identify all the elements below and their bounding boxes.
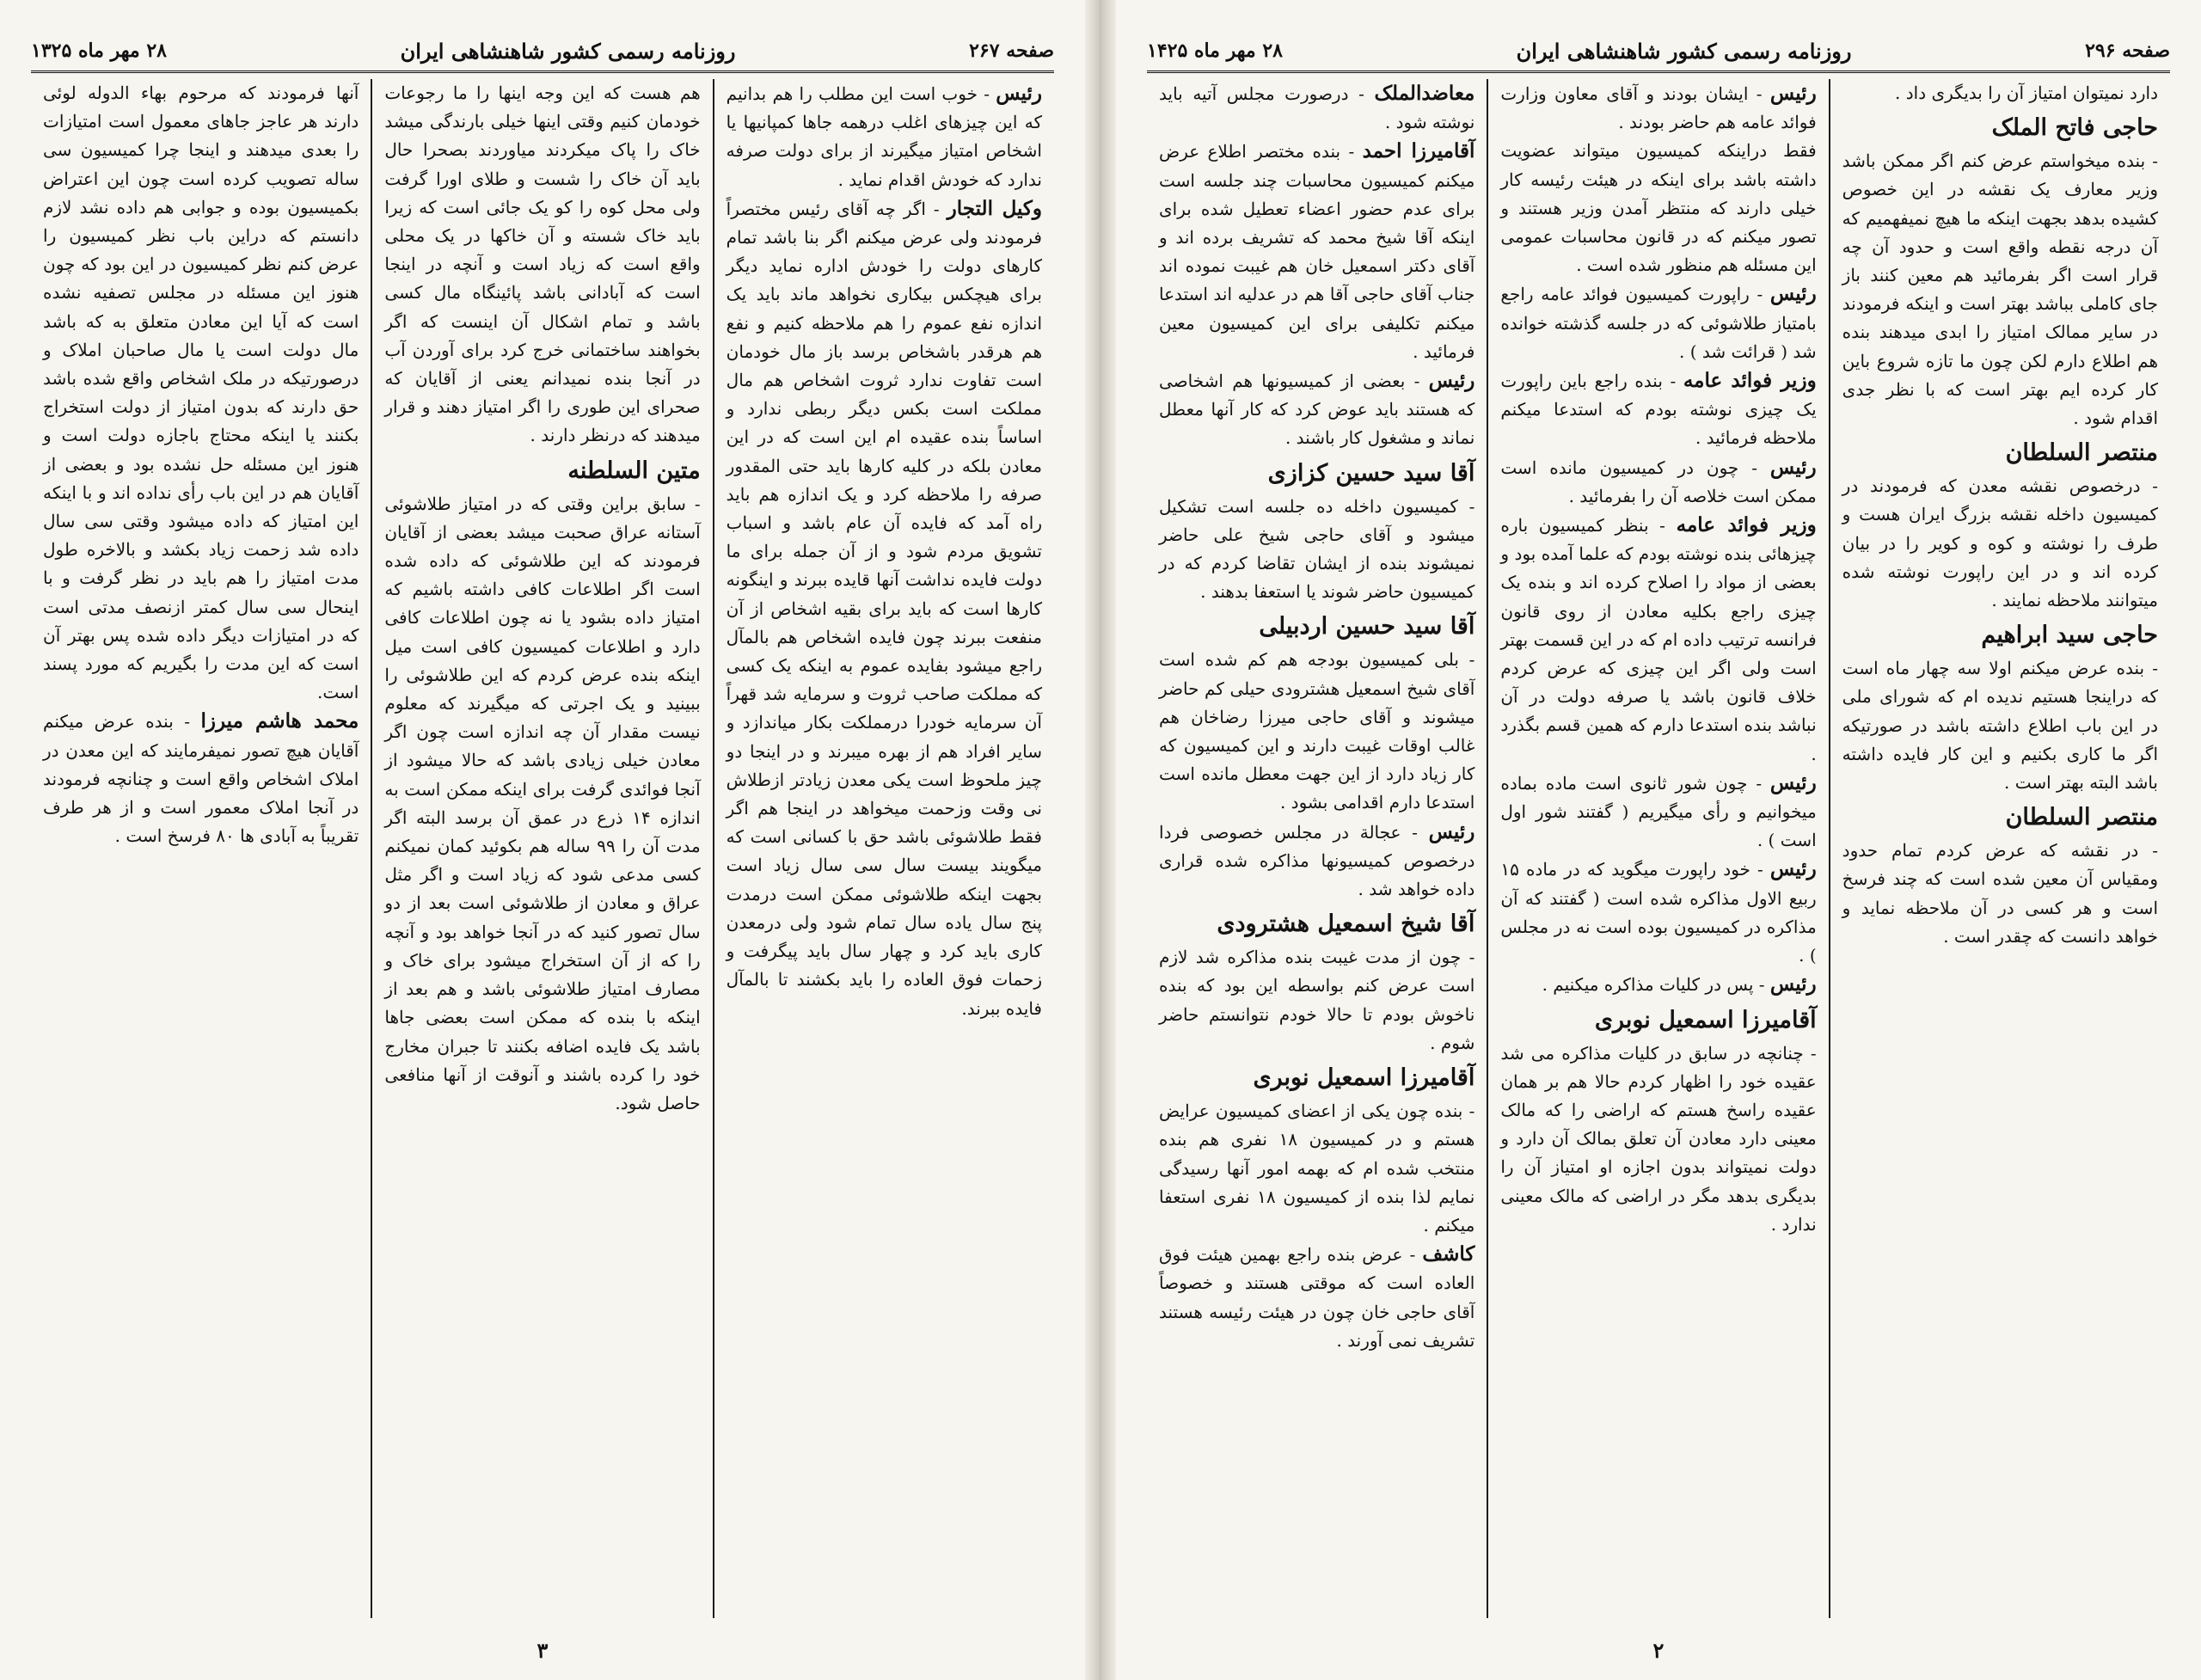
paragraph-text: - خود راپورت میگوید که در ماده ۱۵ ربیع الاول مذاکره شده است ( گفتند که آن مذاکره در کمیسیون بوده است نه در مجلس ) . bbox=[1500, 859, 1817, 966]
paragraph bbox=[1500, 769, 1816, 855]
left-page-date: ۲۸ مهر ماه ۱۳۲۵ bbox=[31, 40, 167, 62]
paragraph bbox=[384, 79, 700, 451]
paragraph bbox=[1159, 646, 1474, 817]
right-page-columns bbox=[1147, 79, 2170, 1618]
paragraph-text: - بنظر کمیسیون باره چیزهائی بنده نوشته بودم که علما آمده بود و بعضی از مواد را اصلاح کرده اند و بنده یک چیزی راجع بکلیه معادن از روی قانون فرانسه ترتیب داده ام که در این قسمت بهتر است ولی اگر این چیزی که عرض کردم خلاف قانون باشد یا صرفه دولت در آن نباشد بنده استدعا دارم که همین قسم بگذرد . bbox=[1500, 515, 1817, 764]
left-page-columns bbox=[31, 79, 1054, 1618]
text-column bbox=[714, 79, 1054, 1618]
paragraph-text: - چون از مدت غیبت بنده مذاکره شد لازم است عرض کنم بواسطه این بود که بنده ناخوش بودم تا حالا خودم نتوانستم حاضر شوم . bbox=[1159, 947, 1475, 1053]
left-page-number: ۳ bbox=[536, 1638, 549, 1663]
right-page-number: ۲ bbox=[1652, 1638, 1665, 1663]
speaker-name: وزیر فوائد عامه bbox=[1683, 369, 1817, 393]
paragraph-text: - بنده میخواستم عرض کنم اگر ممکن باشد وزیر معارف یک نقشه در این خصوص کشیده بدهد بجهت اینکه ما هیچ نمیفهمیم که آن درجه نقطه واقع است و حدود آن چه قرار است اگر بفرمائید هم معین کنند باز جای کاملی بباشد بهتر است و اینکه فرمودند در سایر ممالک امتیاز را ابدی میدهند بنده هم اطلاع دارم لکن چون ما تازه شروع باین کار کرده ایم بهتر است که با نظر جدی اقدام شود . bbox=[1842, 150, 2158, 429]
paragraph bbox=[1500, 511, 1816, 769]
paragraph bbox=[1159, 1097, 1474, 1240]
paragraph-text: دارد نمیتوان امتیاز آن را بدیگری داد . bbox=[1895, 83, 2158, 103]
paragraph-text: - درخصوص نقشه معدن که فرمودند در کمیسیون داخله نقشه بزرگ ایران هست و طرف را نوشته و کوه و کویر را در بیان کرده اند و در این راپورت نوشته شده میتوانند ملاحظه نمایند . bbox=[1842, 475, 2158, 611]
paragraph-text: - سابق براین وقتی که در امتیاز طلاشوئی آستانه عراق صحبت میشد بعضی از آقایان فرمودند که این طلاشوئی که داده شده است اگر اطلاعات کافی داشته باشیم که امتیاز داده بشود یا نه چون اطلاعات کافی دارد و اطلاعات کمیسیون کافی است میل اینکه بنده عرض کردم که این طلاشوئی را ببینید و یک اجرتی که میگیرند که معلوم نیست مقدار آن چه اندازه است چون اگر معادن خیلی زیادی باشد که حالا میشود از آنجا فوائدی گرفت برای اینکه ممکن است به اندازه ۱۴ ذرع در عمق آن برسد البته اگر مدت آن را ۹۹ ساله هم بکوئید کمان نمیکنم کسی مدعی شود که زیاد است و اگر مثل عراق و معادن از طلاشوئی است بعد از دو سال تصور کنید که در آنجا خواهد بود و آنچه را که از آن استخراج میشود برای خاک و مصارف امتیاز طلاشوئی باشد و هم بعد از اینکه با بنده که ممکن است بعضی جاها باشد یک فایده اضافه بکنند تا جبران مخارج خود را کرده باشند و آنوقت از آنها منافعی حاصل شود. bbox=[384, 493, 701, 1113]
left-page-header bbox=[31, 31, 1054, 73]
paragraph bbox=[1159, 79, 1474, 137]
speaker-heading: حاجی فاتح الملک bbox=[1991, 114, 2158, 142]
left-page bbox=[0, 0, 1085, 1680]
paragraph bbox=[1500, 1039, 1816, 1239]
paragraph-text: - بعضی از کمیسیونها هم اشخاصی که هستند باید عوض کرد که کار آنها معطل نماند و مشغول کار باشند . bbox=[1159, 371, 1475, 449]
speaker-heading: متین السلطنه bbox=[567, 457, 701, 484]
paragraph-text: - بنده عرض میکنم اولا سه چهار ماه است که دراینجا هستیم ندیده ام که شورای ملی در این باب اطلاع داشته باشد در صورتیکه اگر ما کاری بکنیم و این کار فایده داشته باشد البته بهتر است . bbox=[1842, 658, 2158, 794]
paragraph bbox=[1159, 818, 1474, 904]
paragraph bbox=[1500, 855, 1816, 970]
paragraph bbox=[1842, 837, 2158, 951]
paragraph bbox=[1500, 137, 1816, 279]
paragraph bbox=[1842, 147, 2158, 432]
paragraph-text: - پس در کلیات مذاکره میکنیم . bbox=[1542, 974, 1765, 996]
speaker-heading: منتصر السلطان bbox=[2005, 439, 2158, 467]
paragraph-text: - خوب است این مطلب را هم بدانیم که این چیزهای اغلب درهمه جاها کمپانیها یا اشخاص امتیاز میگیرند از برای دولت صرفه ندارد که خودش اقدام نماید . bbox=[726, 83, 1042, 190]
right-page-label: صفحه ۲۹۶ bbox=[2085, 40, 2170, 62]
paragraph bbox=[1842, 472, 2158, 615]
speaker-name: آقامیرزا احمد bbox=[1362, 139, 1475, 163]
paragraph bbox=[1500, 279, 1816, 366]
paragraph bbox=[1159, 366, 1474, 453]
speaker-name: رئیس bbox=[1428, 369, 1475, 393]
text-column bbox=[372, 79, 714, 1618]
paragraph bbox=[1159, 1240, 1474, 1355]
speaker-name: وزیر فوائد عامه bbox=[1676, 513, 1817, 537]
speaker-heading: آقا سید حسین اردبیلی bbox=[1259, 613, 1475, 641]
speaker-heading: حاجی سید ابراهیم bbox=[1981, 622, 2158, 649]
paragraph-text: - بنده مختصر اطلاع عرض میکنم کمیسیون محاسبات چند جلسه است برای عدم حضور اعضاء تعطیل شده برای اینکه آقا شیخ محمد که تشریف برده اند و آقای دکتر اسمعیل خان هم غیبت نموده اند جناب آقای حاجی آقا هم در عدلیه اند استدعا میکنم تکلیفی برای این کمیسیون معین فرمائید . bbox=[1159, 141, 1475, 362]
paragraph bbox=[43, 707, 359, 850]
paragraph bbox=[1159, 493, 1474, 607]
paragraph-text: - چنانچه در سابق در کلیات مذاکره می شد عقیده خود را اظهار کردم حالا هم بر همان عقیده راسخ هستم که اراضی را که مالک معینی دارد معادن آن تعلق بمالک آن دارد و دولت نمیتواند بدون اجازه او امتیاز آن را بدیگری بدهد مگر در اراضی که مالک معینی ندارد . bbox=[1500, 1042, 1817, 1235]
paragraph bbox=[1500, 366, 1816, 453]
paragraph bbox=[1500, 453, 1816, 511]
paragraph-text: - چون شور ثانوی است ماده بماده میخوانیم و رأی میگیریم ( گفتند شور اول است ) . bbox=[1500, 772, 1817, 851]
speaker-name: رئیس bbox=[1769, 455, 1817, 479]
right-page bbox=[1116, 0, 2201, 1680]
speaker-name: رئیس bbox=[1769, 770, 1817, 794]
speaker-name: رئیس bbox=[1428, 819, 1475, 843]
right-newspaper-title: روزنامه رسمی کشور شاهنشاهی ایران bbox=[1516, 38, 1852, 64]
right-page-date: ۲۸ مهر ماه ۱۴۲۵ bbox=[1147, 40, 1283, 62]
paragraph-text: - درصورت مجلس آتیه باید نوشته شود . bbox=[1159, 83, 1475, 133]
paragraph bbox=[1842, 654, 2158, 797]
paragraph-text: - در نقشه که عرض کردم تمام حدود ومقیاس آن معین شده است که چند فرسخ است و هر کسی در آن ملاحظه نماید و خواهد دانست که چقدر است . bbox=[1842, 840, 2158, 947]
paragraph bbox=[1842, 79, 2158, 107]
paragraph-text: - عرض بنده راجع بهمین هیئت فوق العاده است که موقتی هستند و خصوصاً آقای حاجی خان چون در هیئت رئیسه هستند تشریف نمی آورند . bbox=[1159, 1244, 1475, 1351]
paragraph-text: - بنده راجع باین راپورت یک چیزی نوشته بودم که استدعا میکنم ملاحظه فرمائید . bbox=[1500, 371, 1817, 449]
paragraph-text: - ایشان بودند و آقای معاون وزارت فوائد عامه هم حاضر بودند . bbox=[1500, 83, 1817, 133]
speaker-name: رئیس bbox=[1769, 82, 1817, 105]
left-page-label: صفحه ۲۶۷ bbox=[969, 40, 1054, 62]
speaker-name: رئیس bbox=[1769, 857, 1817, 881]
speaker-heading: آقامیرزا اسمعیل نوبری bbox=[1253, 1064, 1475, 1092]
speaker-heading: آقامیرزا اسمعیل نوبری bbox=[1594, 1006, 1817, 1033]
paragraph-text: - بنده چون یکی از اعضای کمیسیون عرایض هستم و در کمیسیون ۱۸ نفری هم بنده منتخب شده ام که بهمه امور آنها رسیدگی نمایم لذا بنده از کمیسیون ۱۸ نفری استعفا میکنم . bbox=[1159, 1101, 1475, 1235]
speaker-heading: منتصر السلطان bbox=[2005, 804, 2158, 831]
speaker-name: رئیس bbox=[996, 82, 1042, 105]
paragraph bbox=[727, 79, 1042, 194]
left-newspaper-title: روزنامه رسمی کشور شاهنشاهی ایران bbox=[400, 38, 736, 64]
paragraph bbox=[1159, 137, 1474, 366]
paragraph bbox=[43, 79, 359, 707]
speaker-name: وکیل التجار bbox=[947, 196, 1042, 220]
paragraph-text: - چون در کمیسیون مانده است ممکن است خلاصه آن را بفرمائید . bbox=[1500, 457, 1817, 506]
text-column bbox=[1830, 79, 2170, 1618]
speaker-name: رئیس bbox=[1769, 972, 1817, 996]
paragraph-text: آنها فرمودند که مرحوم بهاء الدوله لوئی دارند هر عاجز جاهای معمول است امتیازات را بعدی میدهند و اینجا چرا کمیسیون سی ساله تصویب کرده است چون این اعتراض بکمیسیون بوده و جوابی هم داده نشد لازم دانستم که دراین باب نظر کمیسیون را عرض کنم نظر کمیسیون در این بود که چون هنوز این مسئله در مجلس تصفیه نشده است که آیا این معادن متعلق به که باشد مال دولت است یا مال صاحبان املاک و درصورتیکه در ملک اشخاص واقع شده باشد حق دارند که بدون امتیاز از دولت استخراج بکنند یا اینکه محتاج باجازه دولت است و هنوز این مسئله حل نشده بود و بعضی از آقایان هم در این باب رأی نداده اند و با اینکه این امتیاز که داده میشود وقتی سی سال داده شد زحمت زیاد بکشد و بالاخره طول مدت امتیاز را هم باید در نظر گرفت و با اینحال سی سال کمتر ازنصف مدتی است که در امتیازات دیگر داده شده پس بهتر آن است که این مدت را بگیریم که مورد پسند است. bbox=[43, 83, 359, 703]
paragraph-text: - بنده عرض میکنم آقایان هیچ تصور نمیفرمایند که این معدن در املاک اشخاص واقع است و چنانچه فرمودند در آنجا املاک معمور است و از هر طرف تقریباً به آبادی ها ۸۰ فرسخ است . bbox=[43, 711, 359, 847]
paragraph bbox=[384, 490, 700, 1118]
book-gutter bbox=[1085, 0, 1116, 1680]
paragraph-text: - اگر چه آقای رئیس مختصراً فرمودند ولی عرض میکنم اگر بنا باشد تمام کارهای دولت را خودش اداره نماید دیگر برای هیچکس بیکاری نخواهد ماند باید یک اندازه نفع عموم را هم ملاحظه کنیم و نفع هم هرقدر باشخاص برسد باز مال خودمان است تفاوت ندارد ثروت اشخاص هم مال مملکت است بکس دیگر ربطی ندارد و اساساً بنده عقیده ام این است که در این معادن بلکه در کلیه کارها باید حتی المقدور صرفه را ملاحظه کرد و یک اندازه هم باید راه آمد که فایده آن عام باشد و اسباب تشویق مردم شود و از آن جمله برای ما دولت فایده نداشت آنها قایده ببرند و اینگونه کارها است که باید برای بقیه اشخاص از آن منفعت ببرند چون فایده اشخاص هم بالمآل راجع میشود بفایده عموم به اینکه یک کسی که مملکت صاحب ثروت و سرمایه شد قهراً آن سرمایه خودرا درمملکت بکار میاندازد و سایر افراد هم از بهره میبرند و در اینجا دو چیز ملحوظ است یکی معدن زیادتر ازطلاش نی وقت وزحمت میخواهد در اینجا هم اگر فقط طلاشوئی باشد حق با کسانی است که میگویند بیست سال سی سال زیاد است بجهت اینکه طلاشوئی ممکن است درمدت پنج سال یاده سال تمام شود ولی درمعدن کاری باید کرد و چهار سال باید پیگرفت و زحمات فوق العاده را باید بکشند تا بالمآل فایده ببرند. bbox=[726, 198, 1042, 1019]
paragraph-text: - راپورت کمیسیون فوائد عامه راجع بامتیاز طلاشوئی که در جلسه گذشته خوانده شد ( قرائت شد ) . bbox=[1500, 284, 1817, 362]
paragraph-text: فقط دراینکه کمیسیون میتواند عضویت داشته باشد برای اینکه در هیئت رئیسه کار خیلی دارند که منتظر آمدن وزیر هستند و تصور میکنم که در قانون محاسبات عمومی این مسئله هم منظور شده است . bbox=[1500, 140, 1817, 276]
speaker-heading: آقا شیخ اسمعیل هشترودی bbox=[1217, 911, 1475, 938]
paragraph-text: - عجالة در مجلس خصوصی فردا درخصوص کمیسیونها مذاکره شده قراری داده خواهد شد . bbox=[1159, 821, 1475, 900]
speaker-name: رئیس bbox=[1769, 282, 1817, 306]
paragraph bbox=[1500, 970, 1816, 999]
paragraph-text: - بلی کمیسیون بودجه هم کم شده است آقای شیخ اسمعیل هشترودی حیلی کم حاضر میشوند و آقای حاجی میرزا رضاخان هم غالب اوقات غیبت دارند و این کمیسیون که کار زیاد دارد از این جهت معطل مانده است استدعا دارم اقدامی بشود . bbox=[1159, 649, 1475, 813]
paragraph bbox=[1159, 943, 1474, 1058]
text-column bbox=[1488, 79, 1830, 1618]
speaker-heading: آقا سید حسین کزازی bbox=[1267, 459, 1475, 487]
paragraph-text: - کمیسیون داخله ده جلسه است تشکیل میشود و آقای حاجی شیخ علی حاضر نمیشوند بنده از ایشان تقاضا کردم که در کمیسیون حاضر شوند یا استعفا بدهند . bbox=[1159, 495, 1475, 603]
text-column bbox=[31, 79, 372, 1618]
paragraph-text: هم هست که این وجه اینها را ما رجوعات خودمان کنیم وقتی اینها خیلی بارندگی میشد خاک را پاک میکردند میاوردند بصحرا حال باید آن خاک را شست و طلای اورا گرفت ولی محل کوه را کو یک جائی است که زیرا باید خاک شسته و آن خاکها در یک محلی واقع است که زیاد است و آنچه در اینجا است که آبادانی باشد پائینگاه مال کسی باشد و تمام اشکال آن اینست که اگر بخواهند ساختمانی خرج کرد برای آوردن آب در آنجا بنده نمیدانم یعنی از آقایان که صحرای این طوری را اگر امتیاز دهند و قرار میدهند که درنظر دارند . bbox=[384, 83, 701, 446]
text-column bbox=[1147, 79, 1488, 1618]
speaker-name: معاضدالملک bbox=[1374, 82, 1475, 105]
speaker-name: محمد هاشم میرزا bbox=[200, 709, 359, 733]
right-page-header bbox=[1147, 31, 2170, 73]
paragraph bbox=[727, 194, 1042, 1023]
speaker-name: کاشف bbox=[1422, 1242, 1475, 1266]
paragraph bbox=[1500, 79, 1816, 137]
